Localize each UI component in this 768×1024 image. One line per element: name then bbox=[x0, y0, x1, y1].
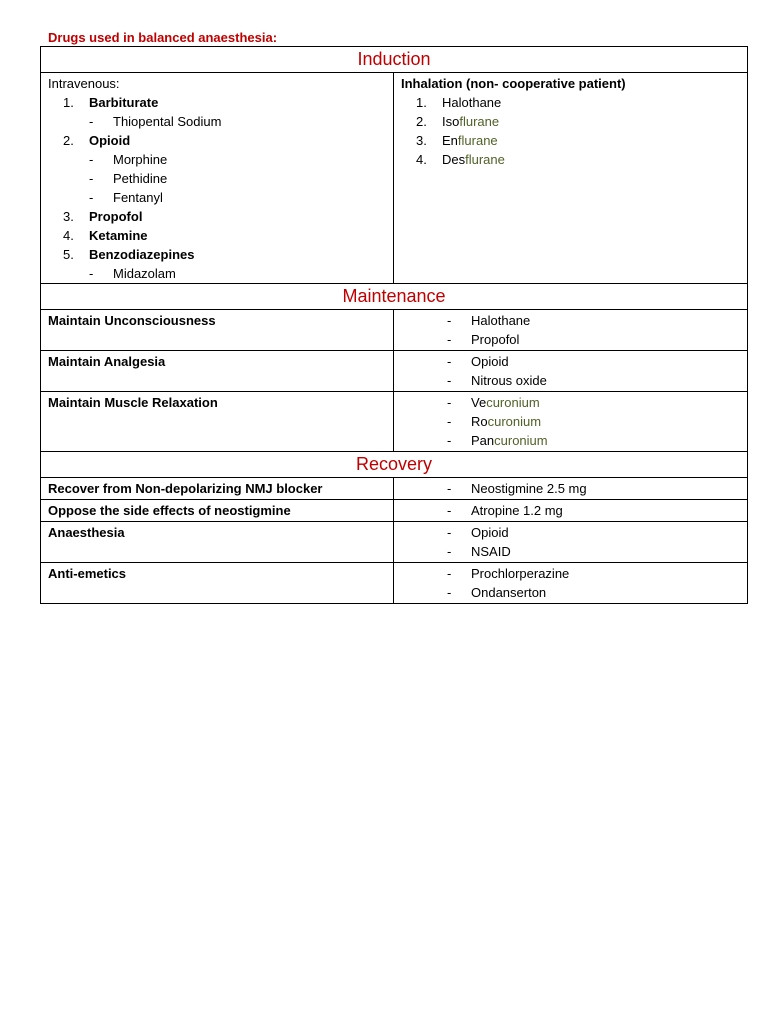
drug-class-name: Ketamine bbox=[89, 228, 148, 243]
maintenance-rows bbox=[41, 310, 748, 452]
recovery-row bbox=[41, 500, 748, 522]
intravenous-item bbox=[41, 226, 393, 245]
drug-list-item bbox=[447, 393, 747, 412]
maintenance-row bbox=[41, 310, 748, 351]
drug-list-item bbox=[447, 352, 747, 371]
purpose-cell bbox=[41, 478, 394, 500]
page-title: Drugs used in balanced anaesthesia: bbox=[48, 30, 278, 45]
purpose-label: Recover from Non-depolarizing NMJ blocker bbox=[48, 481, 323, 496]
drug-list bbox=[394, 563, 747, 603]
purpose-cell bbox=[41, 310, 394, 351]
recovery-header-row bbox=[41, 452, 748, 478]
drug-name-prefix: Atropine 1.2 mg bbox=[471, 503, 563, 518]
drug-class-name: Barbiturate bbox=[89, 95, 159, 110]
drugs-cell bbox=[394, 478, 748, 500]
intravenous-item bbox=[41, 207, 393, 226]
drug-name-prefix: Ve bbox=[471, 395, 487, 410]
drug-list-item bbox=[447, 412, 747, 431]
drug-name-prefix: En bbox=[442, 133, 458, 148]
drug-name: Fentanyl bbox=[113, 190, 163, 205]
drug-name-prefix: Halothane bbox=[442, 95, 502, 110]
drug-list bbox=[394, 500, 747, 521]
purpose-cell bbox=[41, 522, 394, 563]
inhalation-item bbox=[394, 131, 747, 150]
inhalation-cell bbox=[394, 73, 748, 284]
intravenous-sub-item bbox=[41, 112, 393, 131]
item-number: 5. bbox=[63, 247, 74, 262]
intravenous-cell bbox=[41, 73, 394, 284]
item-number: 3. bbox=[63, 209, 74, 224]
drug-name-prefix: Opioid bbox=[471, 525, 509, 540]
drug-name-prefix: Prochlorperazine bbox=[471, 566, 570, 581]
drug-class-name: Benzodiazepines bbox=[89, 247, 195, 262]
drug-list-item bbox=[447, 523, 747, 542]
purpose-label: Oppose the side effects of neostigmine bbox=[48, 503, 291, 518]
drug-list bbox=[394, 522, 747, 562]
induction-row bbox=[41, 73, 748, 284]
dash-bullet: - bbox=[447, 503, 452, 518]
maintenance-header-row bbox=[41, 284, 748, 310]
dash-bullet: - bbox=[447, 395, 452, 410]
recovery-rows bbox=[41, 478, 748, 604]
section-title-maintenance: Maintenance bbox=[41, 284, 748, 310]
item-number: 1. bbox=[416, 95, 427, 110]
dash-bullet: - bbox=[447, 414, 452, 429]
purpose-label: Anti-emetics bbox=[48, 566, 127, 581]
dash-bullet: - bbox=[447, 313, 452, 328]
drugs-cell bbox=[394, 392, 748, 452]
drug-name-prefix: Halothane bbox=[471, 313, 531, 328]
drug-list-item bbox=[447, 330, 747, 349]
drug-list-item bbox=[447, 431, 747, 450]
intravenous-item bbox=[41, 245, 393, 264]
drug-list-item bbox=[447, 371, 747, 390]
drug-name-prefix: Ondanserton bbox=[471, 585, 547, 600]
drug-list-item bbox=[447, 564, 747, 583]
inhalation-item bbox=[394, 93, 747, 112]
drug-list bbox=[394, 351, 747, 391]
maintenance-row bbox=[41, 351, 748, 392]
drugs-cell bbox=[394, 563, 748, 604]
dash-bullet: - bbox=[447, 481, 452, 496]
drug-name-prefix: Opioid bbox=[471, 354, 509, 369]
item-number: 2. bbox=[63, 133, 74, 148]
intravenous-sub-item bbox=[41, 169, 393, 188]
purpose-cell bbox=[41, 351, 394, 392]
dash-bullet: - bbox=[447, 544, 452, 559]
item-number: 3. bbox=[416, 133, 427, 148]
induction-header-row bbox=[41, 47, 748, 73]
purpose-cell bbox=[41, 392, 394, 452]
recovery-row bbox=[41, 522, 748, 563]
drug-name: Thiopental Sodium bbox=[113, 114, 222, 129]
drug-name: Morphine bbox=[113, 152, 168, 167]
dash-bullet: - bbox=[447, 373, 452, 388]
dash-bullet: - bbox=[89, 190, 94, 205]
drug-class-name: Propofol bbox=[89, 209, 143, 224]
drug-list-item bbox=[447, 542, 747, 561]
item-number: 4. bbox=[416, 152, 427, 167]
drug-class-name: Opioid bbox=[89, 133, 131, 148]
item-number: 1. bbox=[63, 95, 74, 110]
drug-list-item bbox=[447, 479, 747, 498]
intravenous-sub-item bbox=[41, 264, 393, 283]
drug-list bbox=[394, 478, 747, 499]
dash-bullet: - bbox=[89, 266, 94, 281]
drug-name-suffix: flurane bbox=[465, 152, 505, 167]
recovery-row bbox=[41, 478, 748, 500]
anaesthesia-drugs-table bbox=[40, 46, 748, 604]
purpose-cell bbox=[41, 563, 394, 604]
dash-bullet: - bbox=[89, 114, 94, 129]
purpose-label: Anaesthesia bbox=[48, 525, 125, 540]
intravenous-list bbox=[41, 93, 393, 283]
drug-list bbox=[394, 310, 747, 350]
purpose-label: Maintain Analgesia bbox=[48, 354, 166, 369]
dash-bullet: - bbox=[447, 566, 452, 581]
intravenous-sub-item bbox=[41, 150, 393, 169]
drug-name-suffix: curonium bbox=[487, 414, 542, 429]
drugs-cell bbox=[394, 310, 748, 351]
drug-name: Midazolam bbox=[113, 266, 176, 281]
drugs-cell bbox=[394, 522, 748, 563]
drug-name-prefix: Des bbox=[442, 152, 466, 167]
drug-list-item bbox=[447, 501, 747, 520]
drug-name-suffix: curonium bbox=[494, 433, 548, 448]
recovery-row bbox=[41, 563, 748, 604]
drugs-cell bbox=[394, 500, 748, 522]
drug-list-item bbox=[447, 311, 747, 330]
drug-list-item bbox=[447, 583, 747, 602]
drug-name-prefix: Iso bbox=[442, 114, 460, 129]
item-number: 2. bbox=[416, 114, 427, 129]
intravenous-sub-item bbox=[41, 188, 393, 207]
section-title-recovery: Recovery bbox=[41, 452, 748, 478]
inhalation-item bbox=[394, 112, 747, 131]
section-title-induction: Induction bbox=[41, 47, 748, 73]
item-number: 4. bbox=[63, 228, 74, 243]
dash-bullet: - bbox=[447, 332, 452, 347]
dash-bullet: - bbox=[447, 585, 452, 600]
intravenous-label: Intravenous: bbox=[48, 76, 120, 91]
intravenous-item bbox=[41, 93, 393, 112]
drug-name: Pethidine bbox=[113, 171, 168, 186]
inhalation-label: Inhalation (non- cooperative patient) bbox=[401, 76, 626, 91]
drug-name-suffix: flurane bbox=[457, 133, 498, 148]
dash-bullet: - bbox=[447, 433, 452, 448]
dash-bullet: - bbox=[447, 354, 452, 369]
dash-bullet: - bbox=[89, 171, 94, 186]
drug-name-prefix: Neostigmine 2.5 mg bbox=[471, 481, 587, 496]
dash-bullet: - bbox=[447, 525, 452, 540]
drug-name-suffix: curonium bbox=[486, 395, 540, 410]
purpose-label: Maintain Muscle Relaxation bbox=[48, 395, 218, 410]
drugs-cell bbox=[394, 351, 748, 392]
inhalation-item bbox=[394, 150, 747, 169]
purpose-cell bbox=[41, 500, 394, 522]
drug-name-suffix: flurane bbox=[459, 114, 500, 129]
drug-name-prefix: Ro bbox=[471, 414, 488, 429]
drug-name-prefix: Pan bbox=[471, 433, 495, 448]
inhalation-list bbox=[394, 93, 747, 169]
drug-name-prefix: Nitrous oxide bbox=[471, 373, 547, 388]
drug-name-prefix: NSAID bbox=[471, 544, 511, 559]
maintenance-row bbox=[41, 392, 748, 452]
dash-bullet: - bbox=[89, 152, 94, 167]
intravenous-item bbox=[41, 131, 393, 150]
purpose-label: Maintain Unconsciousness bbox=[48, 313, 216, 328]
drug-name-prefix: Propofol bbox=[471, 332, 520, 347]
drug-list bbox=[394, 392, 747, 451]
